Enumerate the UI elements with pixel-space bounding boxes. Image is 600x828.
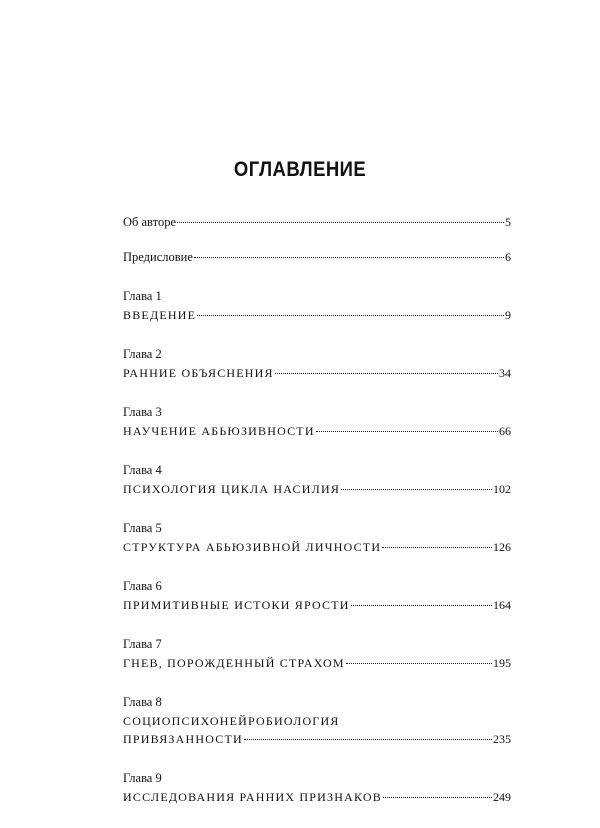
toc-page-number: 6 bbox=[505, 250, 511, 264]
toc-entry-chapter-9[interactable] bbox=[123, 770, 511, 806]
chapter-label: Глава 8 bbox=[123, 695, 162, 709]
toc-entry-chapter-6[interactable] bbox=[123, 578, 511, 614]
toc-entry-title: РАННИЕ ОБЪЯСНЕНИЯ bbox=[123, 366, 274, 380]
toc-entry-title: Об авторе bbox=[123, 215, 176, 229]
chapter-label: Глава 7 bbox=[123, 637, 162, 651]
toc-page-number: 249 bbox=[493, 790, 511, 804]
toc-entry-about-author[interactable] bbox=[123, 213, 511, 231]
toc-entry-chapter-4[interactable] bbox=[123, 462, 511, 498]
dot-leader bbox=[197, 315, 504, 316]
toc-entry-title: ИССЛЕДОВАНИЯ РАННИХ ПРИЗНАКОВ bbox=[123, 790, 382, 804]
dot-leader bbox=[341, 489, 492, 490]
toc-entry-chapter-2[interactable] bbox=[123, 346, 511, 382]
page-title: ОГЛАВЛЕНИЕ bbox=[233, 158, 367, 181]
toc-entry-chapter-3[interactable] bbox=[123, 404, 511, 440]
toc-entry-chapter-5[interactable] bbox=[123, 520, 511, 556]
toc-entry-chapter-1[interactable] bbox=[123, 288, 511, 324]
chapter-label: Глава 6 bbox=[123, 579, 162, 593]
chapter-label: Глава 3 bbox=[123, 405, 162, 419]
toc-entry-title-line1: СОЦИОПСИХОНЕЙРОБИОЛОГИЯ bbox=[123, 714, 340, 728]
toc-entry-chapter-8[interactable] bbox=[123, 694, 511, 748]
chapter-label: Глава 2 bbox=[123, 347, 162, 361]
toc-page-number: 102 bbox=[493, 482, 511, 496]
toc-entry-title: ПСИХОЛОГИЯ ЦИКЛА НАСИЛИЯ bbox=[123, 482, 341, 496]
toc-entry-title: Предисловие bbox=[123, 250, 193, 264]
dot-leader bbox=[351, 605, 492, 606]
table-of-contents bbox=[123, 213, 511, 828]
toc-page-number: 34 bbox=[499, 366, 511, 380]
dot-leader bbox=[244, 739, 492, 740]
toc-entry-title: ВВЕДЕНИЕ bbox=[123, 308, 197, 322]
dot-leader bbox=[194, 257, 504, 258]
toc-entry-preface[interactable] bbox=[123, 248, 511, 266]
toc-page-number: 164 bbox=[493, 598, 511, 612]
toc-entry-title: СТРУКТУРА АБЬЮЗИВНОЙ ЛИЧНОСТИ bbox=[123, 540, 382, 554]
toc-page-number: 195 bbox=[493, 656, 511, 670]
toc-page-number: 9 bbox=[505, 308, 511, 322]
chapter-label: Глава 1 bbox=[123, 289, 162, 303]
dot-leader bbox=[346, 663, 492, 664]
toc-page-number: 235 bbox=[493, 732, 511, 746]
dot-leader bbox=[275, 373, 498, 374]
chapter-label: Глава 5 bbox=[123, 521, 162, 535]
chapter-label: Глава 9 bbox=[123, 771, 162, 785]
toc-entry-title: ПРИВЯЗАННОСТИ bbox=[123, 732, 243, 746]
toc-entry-title: НАУЧЕНИЕ АБЬЮЗИВНОСТИ bbox=[123, 424, 315, 438]
toc-page-number: 66 bbox=[499, 424, 511, 438]
dot-leader bbox=[383, 797, 492, 798]
toc-entry-chapter-7[interactable] bbox=[123, 636, 511, 672]
dot-leader bbox=[177, 222, 504, 223]
toc-page-number: 5 bbox=[505, 215, 511, 229]
dot-leader bbox=[382, 547, 492, 548]
chapter-label: Глава 4 bbox=[123, 463, 162, 477]
toc-entry-title: ПРИМИТИВНЫЕ ИСТОКИ ЯРОСТИ bbox=[123, 598, 350, 612]
toc-entry-title: ГНЕВ, ПОРОЖДЕННЫЙ СТРАХОМ bbox=[123, 656, 345, 670]
toc-page-number: 126 bbox=[493, 540, 511, 554]
dot-leader bbox=[316, 431, 498, 432]
